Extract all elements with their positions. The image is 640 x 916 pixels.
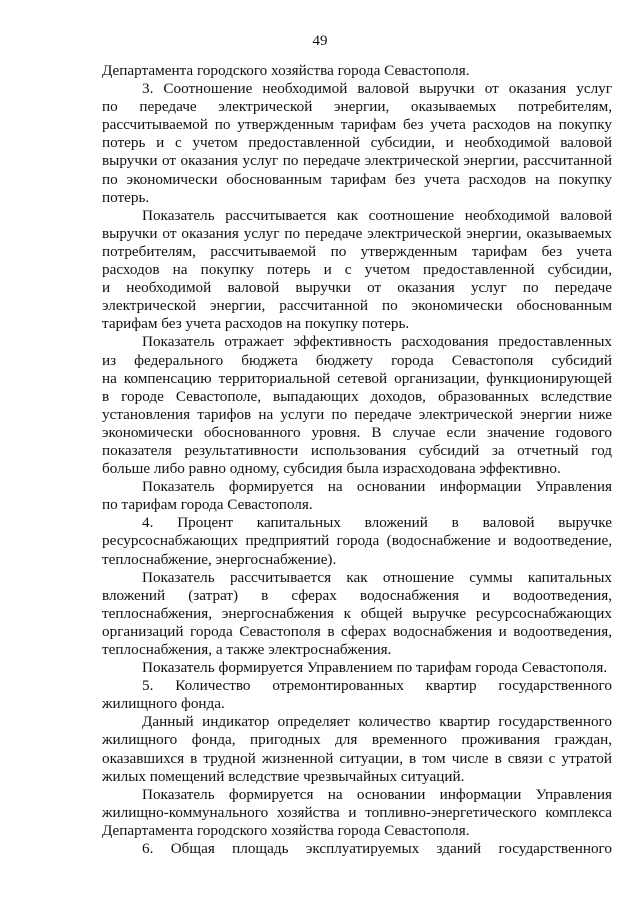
text-line: и необходимой валовой выручки от оказания услуг по передаче [102,279,612,297]
text-line: показателя результативности использования субсидий за отчетный год [102,441,612,459]
text-line: оказавшихся в трудной жизненной ситуации, в том числе в связи с утратой [102,749,612,767]
text-line: Данный индикатор определяет количество квартир государственного [142,713,612,731]
text-line: Показатель рассчитывается как отношение суммы капитальных [142,568,612,586]
text-line: выручки от оказания услуг по передаче электрической энергии, рассчитанной [102,152,612,170]
text-line: 3. Соотношение необходимой валовой выручки от оказания услуг [142,80,612,98]
text-line: больше либо равно одному, субсидия была израсходована эффективно. [102,460,561,478]
text-line: расходов на покупку потерь и с учетом предоставленной субсидии, [102,261,612,279]
text-line: потерь. [102,188,150,206]
text-line: Департамента городского хозяйства города Севастополя. [102,62,470,79]
text-line: потребителям, рассчитываемой по утвержденным тарифам без учета [102,242,612,260]
text-line: Департамента городского хозяйства города Севастополя. [102,821,470,839]
text-line: ресурсоснабжающих предприятий города (водоснабжение и водоотведение, [102,532,612,550]
body-text [102,62,612,858]
text-line: жилищного фонда. [102,695,225,713]
text-line: по экономически обоснованным тарифам без учета расходов на покупку [102,170,612,188]
text-line: теплоснабжения, а также электроснабжения. [102,641,392,658]
text-line: Показатель рассчитывается как соотношение необходимой валовой [142,206,612,224]
text-line: тарифам без учета расходов на покупку потерь. [102,315,410,333]
text-line: 5. Количество отремонтированных квартир государственного [142,677,612,695]
text-line: теплоснабжения, энергоснабжения к общей выручке ресурсоснабжающих [102,604,612,622]
text-line: выручки от оказания услуг по передаче электрической энергии, оказываемых [102,224,612,242]
text-line: Показатель формируется Управлением по тарифам города Севастополя. [142,659,608,677]
text-line: потерь и с учетом предоставленной субсидии, и необходимой валовой [102,134,612,152]
text-line: вложений (затрат) в сферах водоснабжения и водоотведения, [102,586,612,604]
text-line: Показатель формируется на основании информации Управления [142,785,612,803]
text-line: Показатель отражает эффективность расходования предоставленных [142,333,612,351]
text-line: из федерального бюджета бюджету города Севастополя субсидий [102,351,612,369]
text-line: электрической энергии, рассчитанной по экономически обоснованным [102,297,612,315]
text-line: жилищно-коммунального хозяйства и топливно-энергетического комплекса [102,803,612,821]
text-line: по передаче электрической энергии, оказываемых потребителям, [102,98,612,116]
text-line: экономически обоснованного уровня. В случае если значение годового [102,423,612,441]
text-line: организаций города Севастополя в сферах водоснабжения и водоотведения, [102,622,612,640]
text-line: Показатель формируется на основании информации Управления [142,478,612,496]
text-line: установления тарифов на услуги по передаче электрической энергии ниже [102,405,612,423]
text-line: на компенсацию территориальной сетевой организации, функционирующей [102,369,612,387]
text-line: 4. Процент капитальных вложений в валовой выручке [142,514,612,532]
page-number: 49 [312,33,328,49]
text-line: жилых помещений вследствие чрезвычайных ситуаций. [102,767,465,785]
text-line: рассчитываемой по утвержденным тарифам без учета расходов на покупку [102,116,612,134]
text-line: жилищного фонда, пригодных для временного проживания граждан, [102,731,612,749]
text-line: 6. Общая площадь эксплуатируемых зданий государственного [142,840,612,858]
text-line: по тарифам города Севастополя. [102,496,313,514]
text-line: теплоснабжение, энергоснабжение). [102,550,337,568]
text-line: в городе Севастополе, выпадающих доходов, образованных вследствие [102,387,612,405]
